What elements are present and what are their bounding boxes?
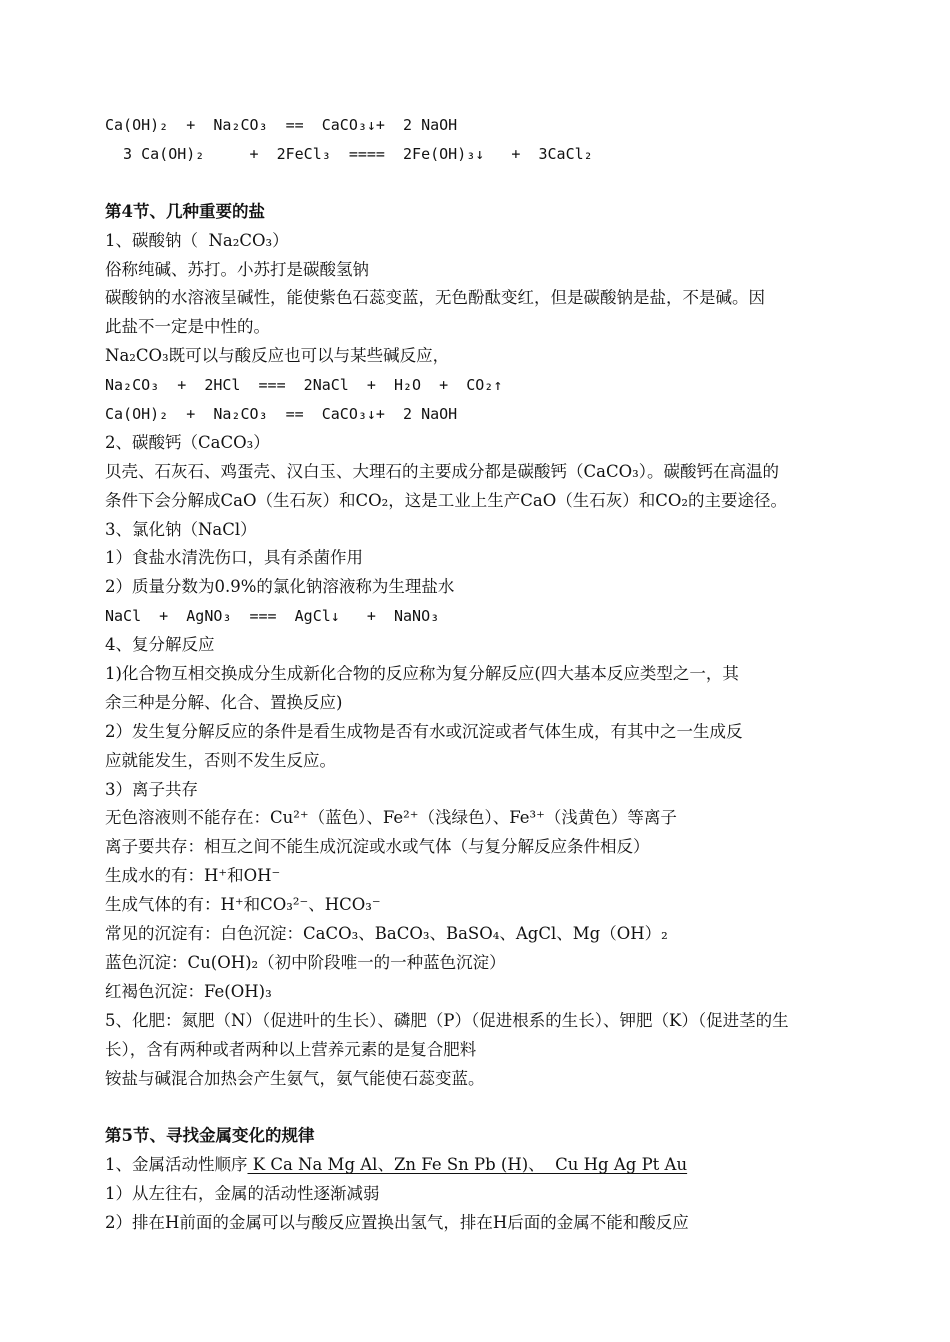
text-line: 1）食盐水清洗伤口，具有杀菌作用 xyxy=(105,548,363,568)
metal-activity-line xyxy=(105,1151,847,1180)
section-heading-4: 第4节、几种重要的盐 xyxy=(105,201,265,221)
text-line: 3、氯化钠（NaCl） xyxy=(105,519,257,539)
text-line: 应就能发生，否则不发生反应。 xyxy=(105,750,336,770)
equation-line: Ca(OH)₂ + Na₂CO₃ == CaCO₃↓+ 2 NaOH xyxy=(105,405,458,424)
text-line: 2）质量分数为0.9%的氯化钠溶液称为生理盐水 xyxy=(105,577,455,597)
text-line: 离子要共存：相互之间不能生成沉淀或水或气体（与复分解反应条件相反） xyxy=(105,837,650,857)
metal-activity-series: K Ca Na Mg Al、Zn Fe Sn Pb (H)、 Cu Hg Ag Pt Au xyxy=(247,1155,688,1175)
text-line: 2）发生复分解反应的条件是看生成物是否有水或沉淀或者气体生成，有其中之一生成反 xyxy=(105,721,743,741)
section-heading-5: 第5节、寻找金属变化的规律 xyxy=(105,1126,315,1146)
text-line: 1)化合物互相交换成分生成新化合物的反应称为复分解反应(四大基本反应类型之一，其 xyxy=(105,664,739,684)
text-line: 铵盐与碱混合加热会产生氨气，氨气能使石蕊变蓝。 xyxy=(105,1068,485,1088)
document-page xyxy=(105,111,847,1238)
text-line: 红褐色沉淀：Fe(OH)₃ xyxy=(105,981,272,1001)
text-line: 碳酸钠的水溶液呈碱性，能使紫色石蕊变蓝，无色酚酞变红，但是碳酸钠是盐，不是碱。因 xyxy=(105,288,765,308)
text-line: 余三种是分解、化合、置换反应) xyxy=(105,692,343,712)
text-line: 生成气体的有：H⁺和CO₃²⁻、HCO₃⁻ xyxy=(105,895,381,915)
text-line: 无色溶液则不能存在：Cu²⁺（蓝色）、Fe²⁺（浅绿色）、Fe³⁺（浅黄色）等离子 xyxy=(105,808,677,828)
text-line: 长），含有两种或者两种以上营养元素的是复合肥料 xyxy=(105,1039,477,1059)
text-line: 2、碳酸钙（CaCO₃） xyxy=(105,432,270,452)
spacer xyxy=(105,1093,847,1122)
metal-activity-label: 1、金属活动性顺序 xyxy=(105,1155,248,1175)
text-line: 常见的沉淀有：白色沉淀：CaCO₃、BaCO₃、BaSO₄、AgCl、Mg（OH）₂ xyxy=(105,924,668,944)
text-line: 生成水的有：H⁺和OH⁻ xyxy=(105,866,281,886)
equation-line: Na₂CO₃ + 2HCl === 2NaCl + H₂O + CO₂↑ xyxy=(105,376,503,395)
equation-line: Ca(OH)₂ + Na₂CO₃ == CaCO₃↓+ 2 NaOH xyxy=(105,116,458,134)
spacer xyxy=(105,169,847,198)
text-line: 5、化肥：氮肥（N）（促进叶的生长）、磷肥（P）（促进根系的生长）、钾肥（K）（促进茎的生 xyxy=(105,1010,789,1030)
text-line: 3）离子共存 xyxy=(105,779,198,799)
equation-line: 3 Ca(OH)₂ + 2FeCl₃ ==== 2Fe(OH)₃↓ + 3CaCl₂ xyxy=(105,144,593,163)
text-line: 1）从左往右，金属的活动性逐渐减弱 xyxy=(105,1184,380,1204)
text-line: 此盐不一定是中性的。 xyxy=(105,317,270,337)
text-line: 2）排在H前面的金属可以与酸反应置换出氢气，排在H后面的金属不能和酸反应 xyxy=(105,1213,689,1233)
text-line: 4、复分解反应 xyxy=(105,635,215,655)
text-line: 贝壳、石灰石、鸡蛋壳、汉白玉、大理石的主要成分都是碳酸钙（CaCO₃）。碳酸钙在高温的 xyxy=(105,461,779,481)
equation-line: NaCl + AgNO₃ === AgCl↓ + NaNO₃ xyxy=(105,607,440,626)
text-line: Na₂CO₃既可以与酸反应也可以与某些碱反应， xyxy=(105,346,450,366)
text-line: 条件下会分解成CaO（生石灰）和CO₂，这是工业上生产CaO（生石灰）和CO₂的主要途径。 xyxy=(105,490,788,510)
text-line: 蓝色沉淀：Cu(OH)₂（初中阶段唯一的一种蓝色沉淀） xyxy=(105,952,506,972)
text-line: 1、碳酸钠（ Na₂CO₃） xyxy=(105,230,289,250)
text-line: 俗称纯碱、苏打。小苏打是碳酸氢钠 xyxy=(105,259,369,279)
